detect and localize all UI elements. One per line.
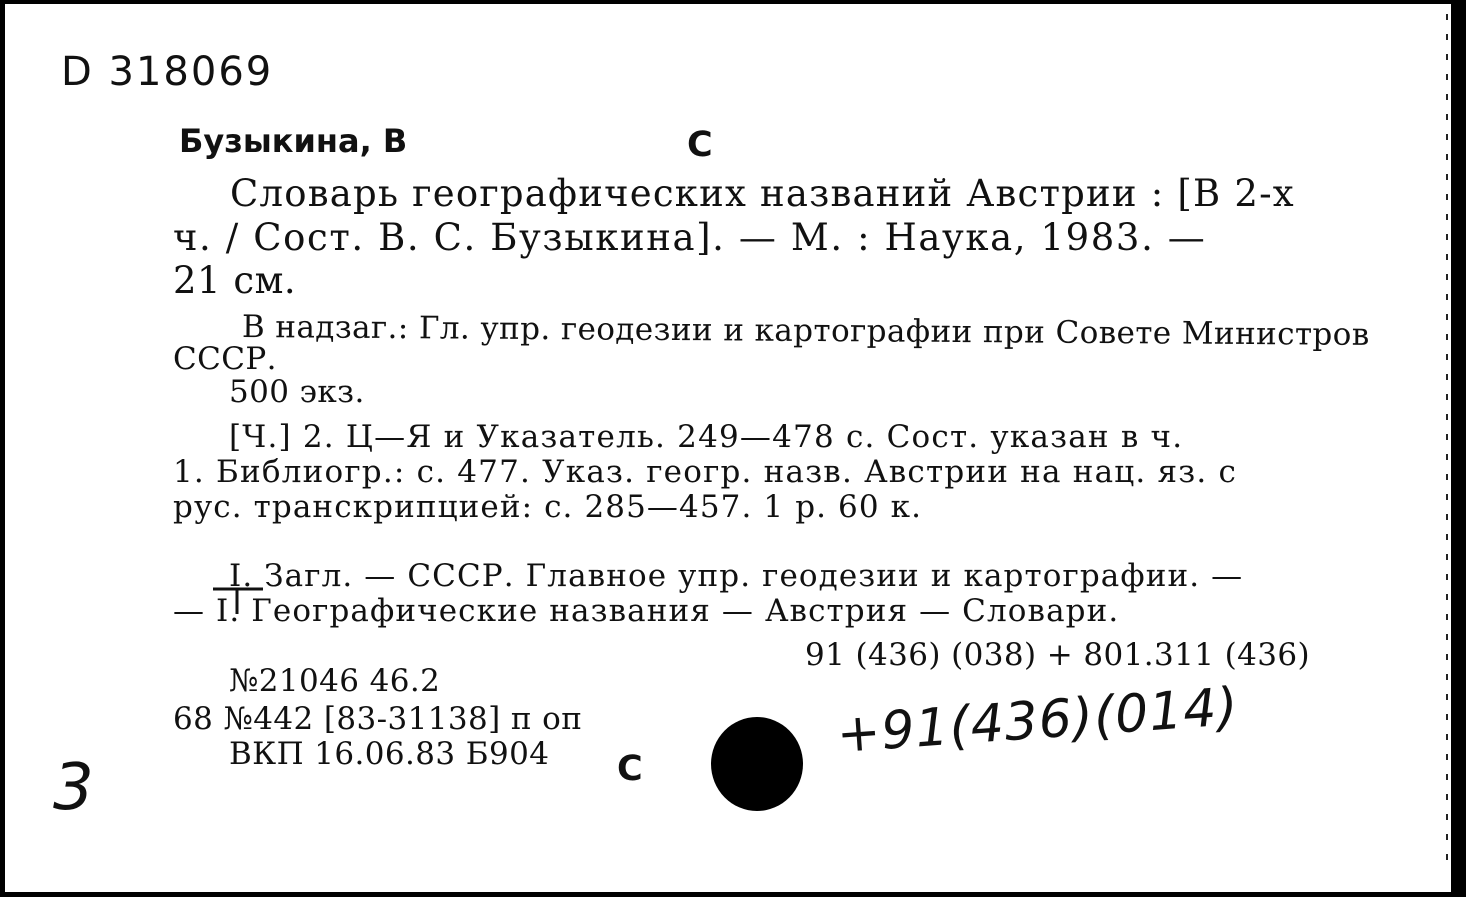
classification: 91 (436) (038) + 801.311 (436): [805, 637, 1310, 673]
note-line-2: СССР.: [173, 341, 277, 377]
corner-mark: 3: [53, 751, 94, 825]
author-heading: Бузыкина, В: [179, 122, 408, 160]
symbol-bottom: С: [617, 749, 643, 789]
title-line-2: ч. / Сост. В. С. Бузыкина]. — М. : Наука, 1983. —: [173, 216, 1207, 259]
tracing-line-1: I. Загл. — СССР. Главное упр. геодезии и картографии. —: [229, 558, 1244, 594]
catalog-card: [5, 4, 1451, 892]
title-line-3: 21 см.: [173, 259, 297, 302]
record-line-1: №21046 46.2: [229, 663, 441, 699]
handwritten-note: +91(436)(014): [834, 677, 1241, 765]
volume-line-3: рус. транскрипцией: с. 285—457. 1 р. 60 к.: [173, 489, 923, 525]
volume-line-2: 1. Библиогр.: с. 477. Указ. геогр. назв. Австрии на нац. яз. с: [173, 454, 1238, 490]
copies: 500 экз.: [229, 374, 365, 410]
record-line-2: 68 №442 [83-31138] п оп: [173, 701, 583, 737]
card-markings: [5, 4, 1451, 892]
note-line-1: В надзаг.: Гл. упр. геодезии и картографии при Совете Министров: [241, 309, 1370, 353]
tracing-line-2: — I. Географические названия — Австрия — Словари.: [173, 593, 1120, 629]
title-line-1: Словарь географических названий Австрии : [В 2-х: [230, 172, 1295, 215]
volume-line-1: [Ч.] 2. Ц—Я и Указатель. 249—478 с. Сост. указан в ч.: [229, 419, 1184, 455]
symbol-top: С: [687, 125, 713, 165]
call-number: D 318069: [61, 49, 274, 95]
record-line-3: ВКП 16.06.83 Б904: [229, 736, 550, 772]
